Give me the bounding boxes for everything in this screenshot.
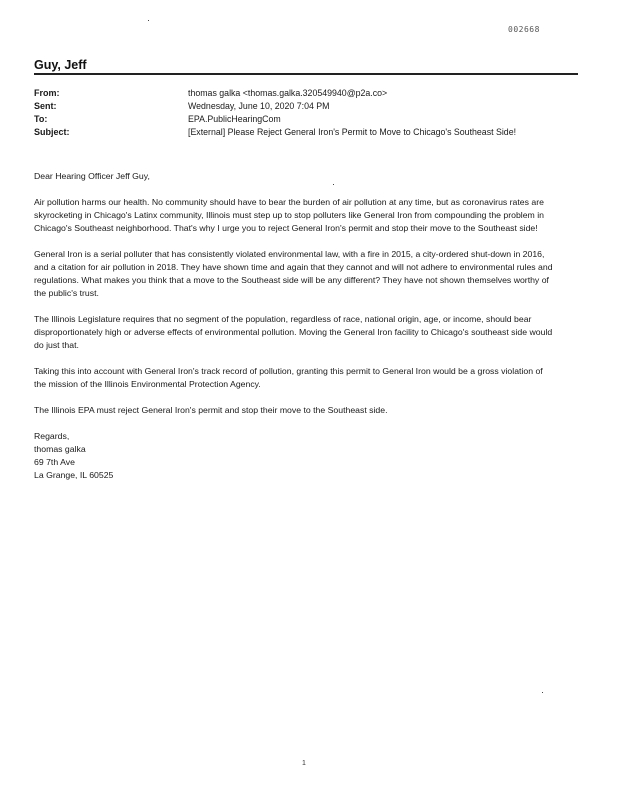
to-row	[34, 113, 594, 126]
scan-speck	[542, 692, 543, 693]
subject-value: [External] Please Reject General Iron's Permit to Move to Chicago's Southeast Side!	[188, 127, 517, 137]
from-row	[34, 87, 594, 100]
body-paragraph: Air pollution harms our health. No community should have to bear the burden of air pollution at any time, but as coronavirus rates are skyrocketing in Chicago's Latinx community, Illinois must step up to stop polluters like General Iron from compounding the problem in Chicago's Southeast neighborhood. That's why I urge you to reject General Iron's permit and stop their move to the Southeast side!	[34, 197, 544, 233]
scan-speck	[333, 184, 334, 185]
page-number: 1	[302, 760, 306, 767]
subject-label: Subject:	[34, 127, 70, 137]
from-value: thomas galka <thomas.galka.320549940@p2a.co>	[188, 88, 388, 98]
signature-city: La Grange, IL 60525	[34, 470, 114, 480]
header-divider	[34, 73, 578, 75]
sent-value: Wednesday, June 10, 2020 7:04 PM	[188, 101, 330, 111]
page-id-stamp: 002668	[508, 25, 540, 34]
sender-name-heading: Guy, Jeff	[34, 58, 87, 72]
scan-speck	[148, 20, 149, 21]
signature-name: thomas galka	[34, 444, 86, 454]
sent-row	[34, 100, 594, 113]
body-paragraph: The Illinois Legislature requires that no segment of the population, regardless of race, national origin, age, or income, should bear disproportionately high or adverse effects of environmental pollution. Moving the General Iron facility to Chicago's southeast side would do just that.	[34, 314, 553, 350]
from-label: From:	[34, 88, 60, 98]
to-value: EPA.PublicHearingCom	[188, 114, 281, 124]
signature-street: 69 7th Ave	[34, 457, 75, 467]
email-body	[34, 170, 554, 482]
greeting: Dear Hearing Officer Jeff Guy,	[34, 171, 150, 181]
sent-label: Sent:	[34, 101, 57, 111]
body-paragraph: Taking this into account with General Iron's track record of pollution, granting this permit to General Iron would be a gross violation of the mission of the Illinois Environmental Protection Agency.	[34, 366, 543, 389]
body-paragraph: General Iron is a serial polluter that has consistently violated environmental law, with a fire in 2015, a city-ordered shut-down in 2016, and a citation for air pollution in 2018. They have shown time and again that they cannot and will not adhere to environmental rules and regulations. What makes you think that a move to the Southeast side will be any different? They have not shown themselves worthy of the public's trust.	[34, 249, 553, 298]
signature-block	[34, 430, 554, 482]
to-label: To:	[34, 114, 48, 124]
email-header-block	[34, 87, 594, 139]
subject-row	[34, 126, 594, 139]
signature-closing: Regards,	[34, 431, 70, 441]
body-paragraph: The Illinois EPA must reject General Iron's permit and stop their move to the Southeast side.	[34, 405, 388, 415]
